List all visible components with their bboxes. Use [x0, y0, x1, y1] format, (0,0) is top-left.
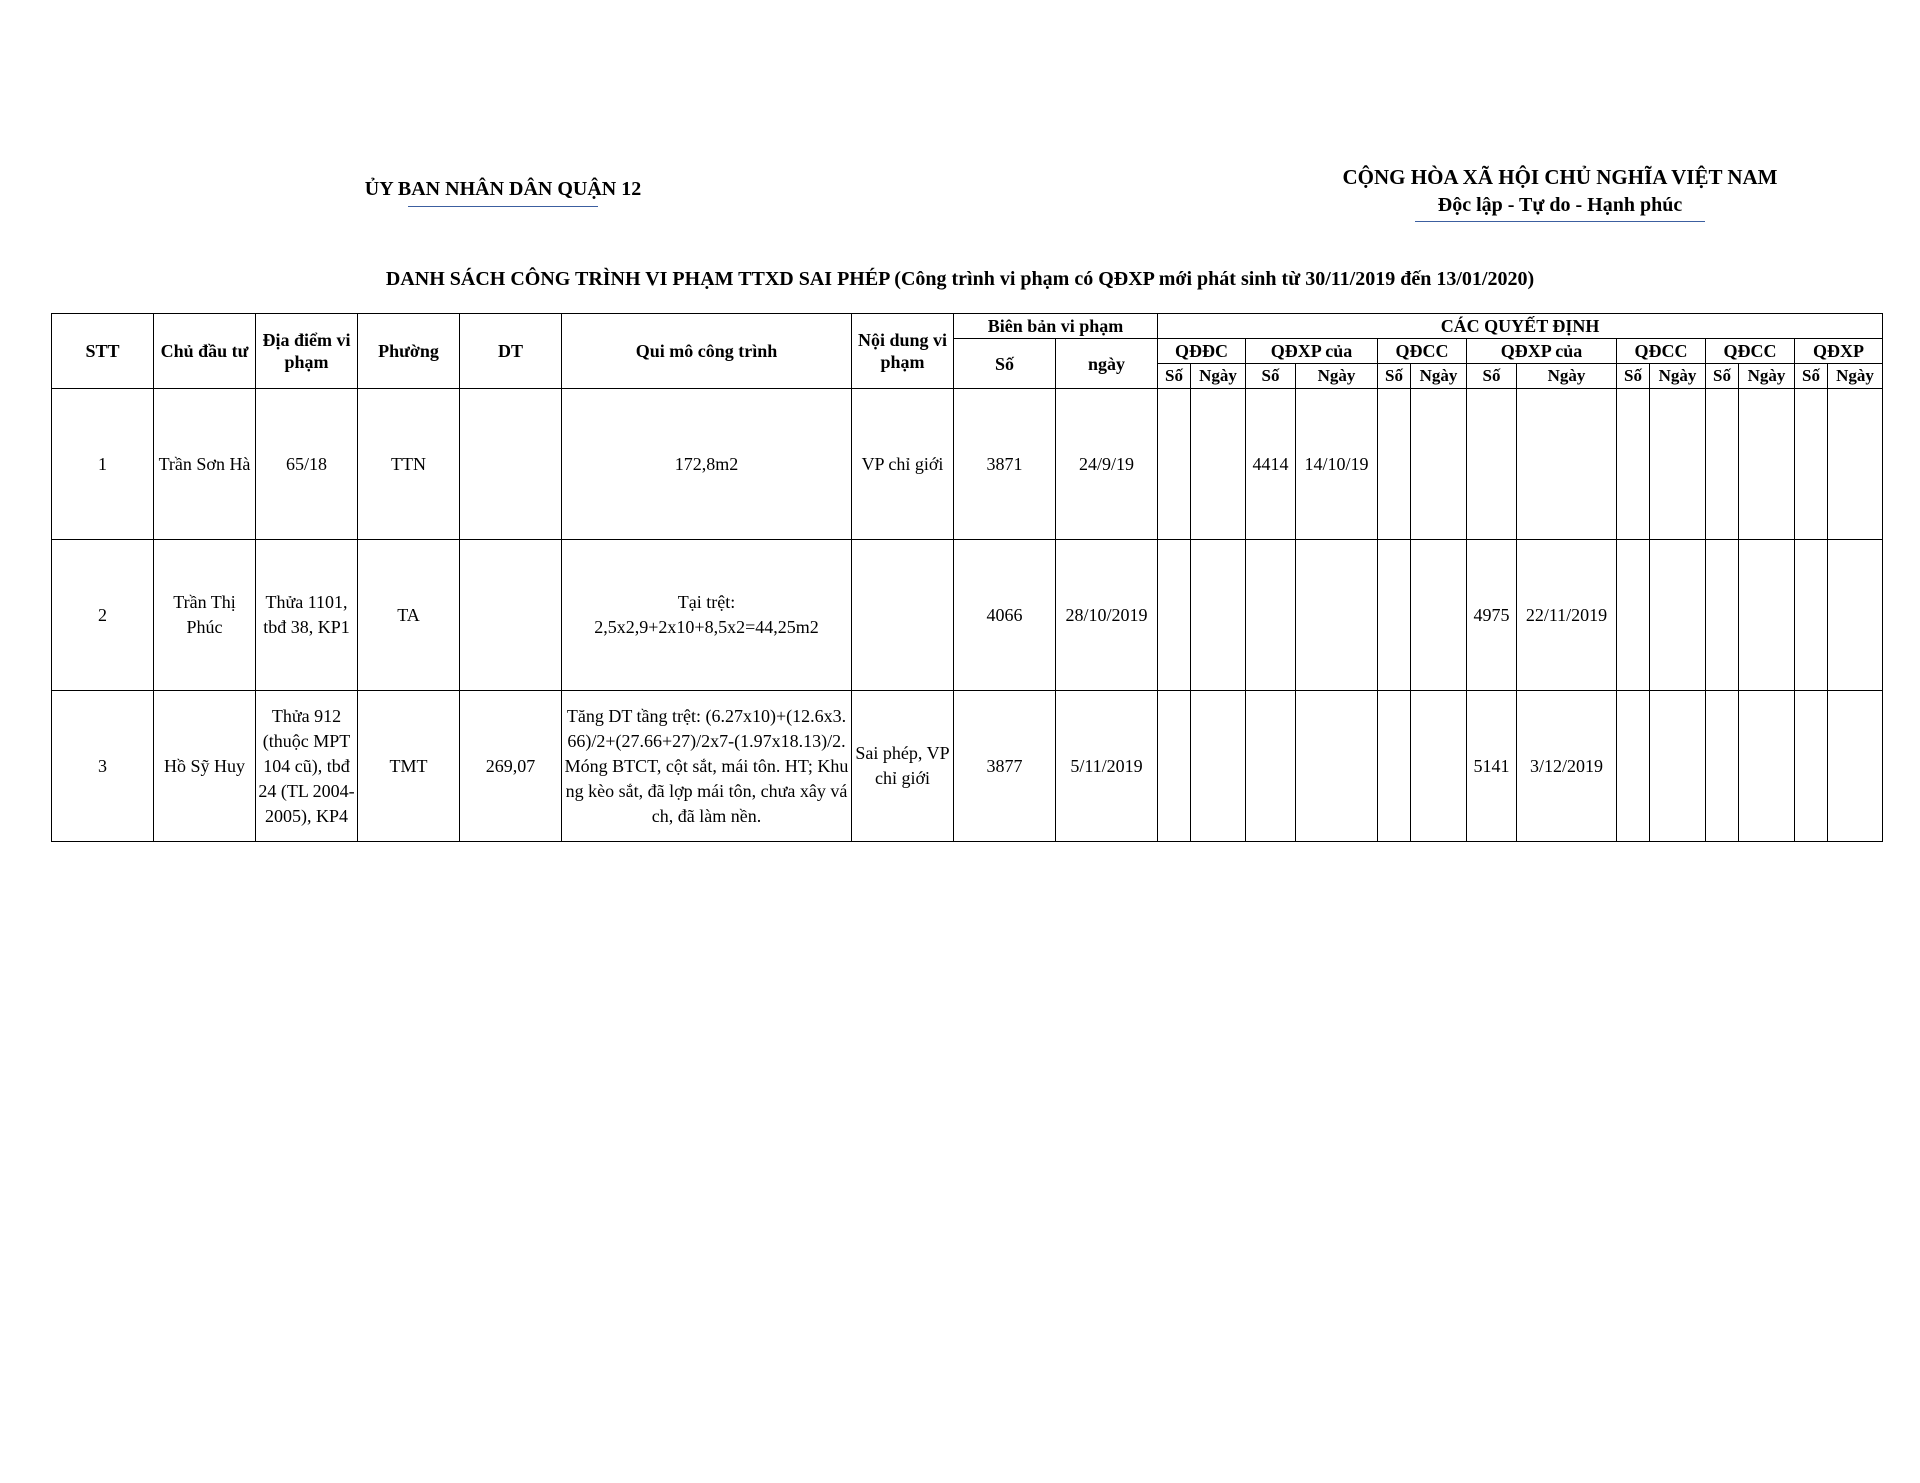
cell-location: Thửa 1101, tbđ 38, KP1: [256, 540, 358, 691]
cell-qdcc1-no: [1378, 540, 1411, 691]
cell-qddc-date: [1191, 540, 1246, 691]
cell-qddc-no: [1158, 540, 1191, 691]
col-sub-no: Số: [1158, 364, 1191, 389]
cell-qdxp3-no: [1795, 540, 1828, 691]
cell-qdcc3-date: [1739, 691, 1795, 842]
cell-qdxp3-date: [1828, 389, 1883, 540]
cell-qdxp2-no: 5141: [1467, 691, 1517, 842]
cell-qdxp3-date: [1828, 540, 1883, 691]
col-sub-date: Ngày: [1650, 364, 1706, 389]
national-header: [1320, 163, 1800, 222]
col-group-qdcc-3: QĐCC: [1706, 339, 1795, 364]
cell-qdxp2-no: [1467, 389, 1517, 540]
cell-dt: 269,07: [460, 691, 562, 842]
col-record-no: Số: [954, 339, 1056, 389]
cell-qdcc1-date: [1411, 691, 1467, 842]
cell-qdxp1-date: [1296, 691, 1378, 842]
cell-ward: TMT: [358, 691, 460, 842]
col-dt: DT: [460, 314, 562, 389]
col-group-qdxp-3: QĐXP: [1795, 339, 1883, 364]
cell-qdxp2-date: 3/12/2019: [1517, 691, 1617, 842]
cell-qdcc2-date: [1650, 691, 1706, 842]
cell-stt: 1: [52, 389, 154, 540]
col-sub-date: Ngày: [1296, 364, 1378, 389]
col-ward: Phường: [358, 314, 460, 389]
col-sub-date: Ngày: [1411, 364, 1467, 389]
cell-record-date: 5/11/2019: [1056, 691, 1158, 842]
cell-qdxp1-no: [1246, 691, 1296, 842]
agency-underline: [408, 206, 598, 207]
agency-name: ỦY BAN NHÂN DÂN QUẬN 12: [364, 178, 642, 200]
cell-record-no: 3877: [954, 691, 1056, 842]
cell-qdcc3-date: [1739, 540, 1795, 691]
cell-qddc-no: [1158, 389, 1191, 540]
col-sub-date: Ngày: [1191, 364, 1246, 389]
cell-qddc-date: [1191, 691, 1246, 842]
cell-stt: 2: [52, 540, 154, 691]
cell-qdxp3-no: [1795, 389, 1828, 540]
col-sub-date: Ngày: [1828, 364, 1883, 389]
cell-qdcc3-no: [1706, 540, 1739, 691]
cell-content: Sai phép, VP chỉ giới: [852, 691, 954, 842]
cell-qdxp2-date: [1517, 389, 1617, 540]
cell-scale: Tăng DT tầng trệt: (6.27x10)+(12.6x3.66)/2+(27.66+27)/2x7-(1.97x18.13)/2. Móng BTCT, cột sắt, mái tôn. HT; Khung kèo sắt, đã lợp mái tôn, chưa xây vách, đã làm nền.: [562, 691, 852, 842]
cell-owner: Trần Thị Phúc: [154, 540, 256, 691]
cell-location: Thửa 912 (thuộc MPT 104 cũ), tbđ 24 (TL 2004-2005), KP4: [256, 691, 358, 842]
cell-qdcc2-no: [1617, 540, 1650, 691]
violations-table: [51, 313, 1883, 842]
col-location: Địa điểm vi phạm: [256, 314, 358, 389]
col-sub-no: Số: [1378, 364, 1411, 389]
cell-qdcc2-date: [1650, 540, 1706, 691]
col-group-qddc: QĐĐC: [1158, 339, 1246, 364]
col-content: Nội dung vi phạm: [852, 314, 954, 389]
national-motto: Độc lập - Tự do - Hạnh phúc: [1437, 194, 1683, 216]
cell-qdxp1-no: 4414: [1246, 389, 1296, 540]
col-decisions: CÁC QUYẾT ĐỊNH: [1158, 314, 1883, 339]
cell-scale: Tại trệt: 2,5x2,9+2x10+8,5x2=44,25m2: [562, 540, 852, 691]
col-sub-date: Ngày: [1517, 364, 1617, 389]
table-row: [52, 389, 1883, 540]
cell-qdcc1-no: [1378, 691, 1411, 842]
col-sub-no: Số: [1467, 364, 1517, 389]
cell-qdcc2-no: [1617, 691, 1650, 842]
table-row: [52, 540, 1883, 691]
cell-dt: [460, 389, 562, 540]
cell-qdcc3-no: [1706, 389, 1739, 540]
agency-header: [348, 178, 658, 207]
cell-ward: TA: [358, 540, 460, 691]
document-title: DANH SÁCH CÔNG TRÌNH VI PHẠM TTXD SAI PHÉP (Công trình vi phạm có QĐXP mới phát sinh từ 30/11/2019 đến 13/01/2020): [385, 268, 1535, 290]
col-group-qdxp-1: QĐXP của: [1246, 339, 1378, 364]
cell-qdcc2-no: [1617, 389, 1650, 540]
cell-qddc-no: [1158, 691, 1191, 842]
cell-dt: [460, 540, 562, 691]
cell-record-date: 24/9/19: [1056, 389, 1158, 540]
table-row: [52, 691, 1883, 842]
cell-qdcc1-no: [1378, 389, 1411, 540]
country-name: CỘNG HÒA XÃ HỘI CHỦ NGHĨA VIỆT NAM: [1342, 165, 1778, 189]
col-sub-no: Số: [1617, 364, 1650, 389]
col-sub-no: Số: [1795, 364, 1828, 389]
cell-qdcc2-date: [1650, 389, 1706, 540]
cell-stt: 3: [52, 691, 154, 842]
cell-scale: 172,8m2: [562, 389, 852, 540]
cell-owner: Trần Sơn Hà: [154, 389, 256, 540]
cell-qdcc3-date: [1739, 389, 1795, 540]
table-header: [52, 314, 1883, 389]
col-owner: Chủ đầu tư: [154, 314, 256, 389]
cell-location: 65/18: [256, 389, 358, 540]
cell-qdxp1-date: 14/10/19: [1296, 389, 1378, 540]
cell-qddc-date: [1191, 389, 1246, 540]
cell-record-no: 3871: [954, 389, 1056, 540]
cell-qdxp3-no: [1795, 691, 1828, 842]
cell-qdxp1-no: [1246, 540, 1296, 691]
cell-qdcc1-date: [1411, 389, 1467, 540]
cell-qdxp2-date: 22/11/2019: [1517, 540, 1617, 691]
col-scale: Qui mô công trình: [562, 314, 852, 389]
table-body: [52, 389, 1883, 842]
col-sub-no: Số: [1706, 364, 1739, 389]
cell-qdcc3-no: [1706, 691, 1739, 842]
cell-qdxp3-date: [1828, 691, 1883, 842]
col-group-qdcc-1: QĐCC: [1378, 339, 1467, 364]
cell-content: [852, 540, 954, 691]
cell-record-no: 4066: [954, 540, 1056, 691]
col-stt: STT: [52, 314, 154, 389]
col-group-qdxp-2: QĐXP của: [1467, 339, 1617, 364]
cell-owner: Hồ Sỹ Huy: [154, 691, 256, 842]
motto-underline: [1415, 221, 1705, 222]
cell-qdcc1-date: [1411, 540, 1467, 691]
col-record: Biên bản vi phạm: [954, 314, 1158, 339]
cell-record-date: 28/10/2019: [1056, 540, 1158, 691]
col-record-date: ngày: [1056, 339, 1158, 389]
cell-ward: TTN: [358, 389, 460, 540]
cell-qdxp2-no: 4975: [1467, 540, 1517, 691]
cell-qdxp1-date: [1296, 540, 1378, 691]
col-sub-no: Số: [1246, 364, 1296, 389]
col-group-qdcc-2: QĐCC: [1617, 339, 1706, 364]
col-sub-date: Ngày: [1739, 364, 1795, 389]
cell-content: VP chỉ giới: [852, 389, 954, 540]
